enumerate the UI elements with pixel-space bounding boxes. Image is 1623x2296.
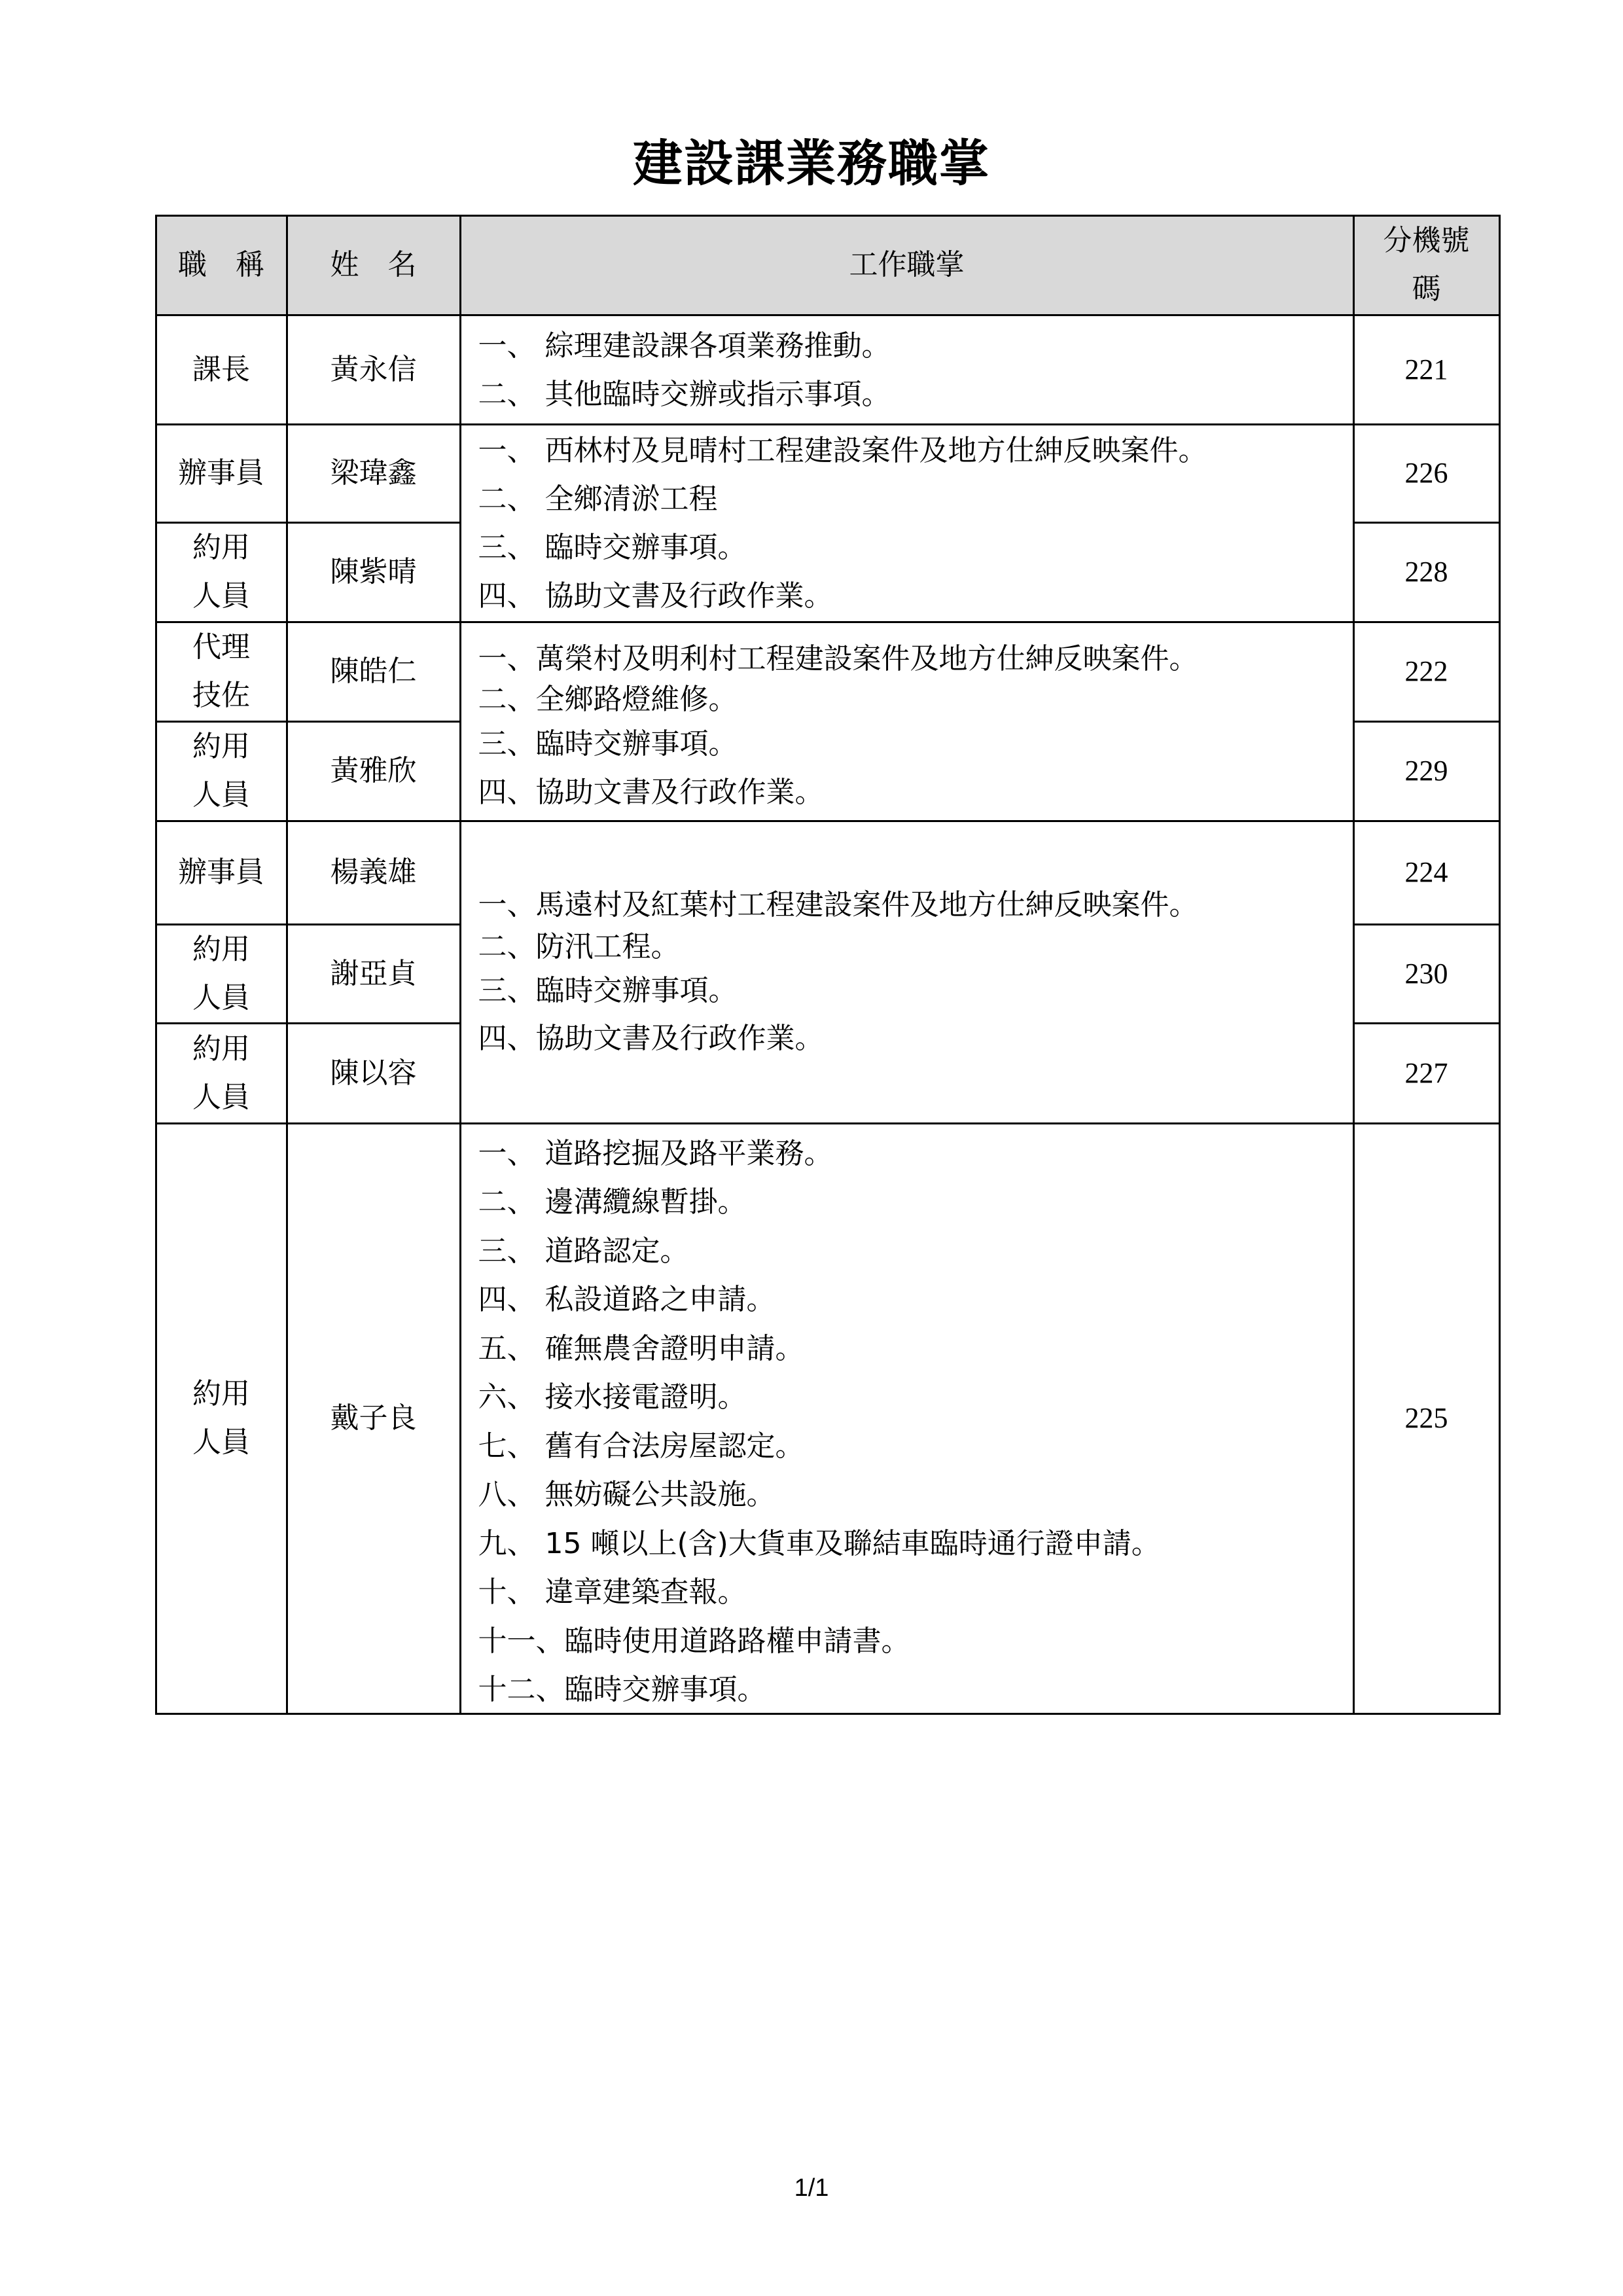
duty-item: 三、臨時交辦事項。 [478,973,738,1007]
duty-item: 二、 全鄉清淤工程 [478,482,718,516]
header-title-label: 職 稱 [178,248,264,281]
table-row-title [155,924,288,1024]
title-text: 約用 [192,730,250,763]
table-row-title [155,721,288,822]
table-row-name [286,924,461,1024]
duty-item: 九、 15 噸以上(含)大貨車及聯結車臨時通行證申請。 [478,1526,1160,1560]
duty-item: 四、 私設道路之申請。 [478,1283,776,1316]
duty-item: 四、協助文書及行政作業。 [478,1021,824,1055]
duty-cell [459,423,1355,623]
name-text: 楊義雄 [330,855,417,889]
duty-item: 七、 舊有合法房屋認定。 [478,1429,804,1463]
duty-item: 二、防汛工程。 [478,929,680,963]
ext-text: 228 [1404,556,1448,588]
table-row-name [286,621,461,723]
ext-cell [1353,1022,1501,1124]
table-row-name [286,314,461,425]
ext-text: 224 [1404,856,1448,888]
table-row-title [155,820,288,925]
ext-cell [1353,1122,1501,1715]
name-text: 陳以容 [330,1056,417,1090]
ext-cell [1353,721,1501,822]
duty-item: 十二、臨時交辦事項。 [478,1673,766,1706]
duty-item: 一、 綜理建設課各項業務推動。 [478,329,891,363]
table-row-title [155,1022,288,1124]
name-text: 戴子良 [330,1401,417,1435]
duty-item: 三、臨時交辦事項。 [478,726,738,761]
table-row-name [286,1122,461,1715]
duty-item: 四、 協助文書及行政作業。 [478,579,833,613]
name-text: 黃永信 [330,352,417,386]
page-title: 建設課業務職掌 [633,134,990,192]
title-text: 約用 [192,932,250,966]
ext-cell [1353,314,1501,425]
duty-item: 二、 邊溝纜線暫掛。 [478,1185,747,1219]
name-text: 陳皓仁 [330,655,417,688]
duty-cell [459,621,1355,822]
table-row-title [155,621,288,723]
ext-cell [1353,621,1501,723]
ext-text: 227 [1404,1056,1448,1089]
title-text: 人員 [192,980,250,1014]
title-text: 辦事員 [178,456,264,490]
ext-text: 221 [1404,353,1448,386]
ext-text: 225 [1404,1402,1448,1434]
header-ext-line2: 碼 [1412,272,1441,306]
duty-item: 四、協助文書及行政作業。 [478,775,824,809]
title-text: 約用 [192,531,250,564]
duty-cell [459,820,1355,1124]
title-text: 人員 [192,579,250,613]
name-text: 梁瑋鑫 [330,456,417,490]
duty-item: 二、全鄉路燈維修。 [478,682,738,716]
name-text: 謝亞貞 [330,956,417,990]
duty-item: 三、 道路認定。 [478,1234,689,1268]
duty-item: 一、萬榮村及明利村工程建設案件及地方仕紳反映案件。 [478,641,1198,675]
title-text: 約用 [192,1377,250,1410]
table-row-title [155,522,288,623]
duty-item: 一、馬遠村及紅葉村工程建設案件及地方仕紳反映案件。 [478,888,1198,922]
table-row-title [155,423,288,524]
name-text: 陳紫晴 [330,555,417,588]
header-title [155,215,288,316]
table-row-name [286,820,461,925]
ext-cell [1353,924,1501,1024]
name-text: 黃雅欣 [330,754,417,787]
table-row-name [286,423,461,524]
ext-text: 229 [1404,755,1448,787]
duty-item: 三、 臨時交辦事項。 [478,530,747,564]
header-name-label: 姓 名 [330,248,417,281]
table-row-title [155,314,288,425]
ext-text: 230 [1404,957,1448,990]
title-text: 人員 [192,1080,250,1114]
duty-item: 一、 道路挖掘及路平業務。 [478,1136,833,1170]
header-duty-label: 工作職掌 [849,248,965,281]
title-text: 代理 [192,630,250,664]
header-duty [459,215,1355,316]
duty-cell [459,314,1355,425]
ext-text: 226 [1404,457,1448,489]
ext-cell [1353,423,1501,524]
title-text: 課長 [192,352,250,386]
header-name [286,215,461,316]
duty-item: 二、 其他臨時交辦或指示事項。 [478,377,891,411]
header-ext-line1: 分機號 [1383,224,1470,257]
duty-cell [459,1122,1355,1715]
duty-item: 六、 接水接電證明。 [478,1380,747,1414]
duty-item: 五、 確無農舍證明申請。 [478,1331,804,1365]
duty-item: 八、 無妨礙公共設施。 [478,1478,776,1511]
table-row-name [286,1022,461,1124]
ext-cell [1353,522,1501,623]
title-text: 人員 [192,778,250,812]
title-text: 人員 [192,1426,250,1459]
title-text: 約用 [192,1031,250,1066]
header-ext [1353,215,1501,316]
table-row-name [286,522,461,623]
duty-item: 十一、臨時使用道路路權申請書。 [478,1624,910,1658]
duty-item: 十、 違章建築查報。 [478,1575,747,1609]
ext-cell [1353,820,1501,925]
table-row-title [155,1122,288,1715]
page-number: 1/1 [794,2174,829,2202]
title-text: 辦事員 [178,855,264,889]
table-row-name [286,721,461,822]
duty-item: 一、 西林村及見晴村工程建設案件及地方仕紳反映案件。 [478,433,1207,467]
title-text: 技佐 [192,679,250,712]
ext-text: 222 [1404,655,1448,687]
